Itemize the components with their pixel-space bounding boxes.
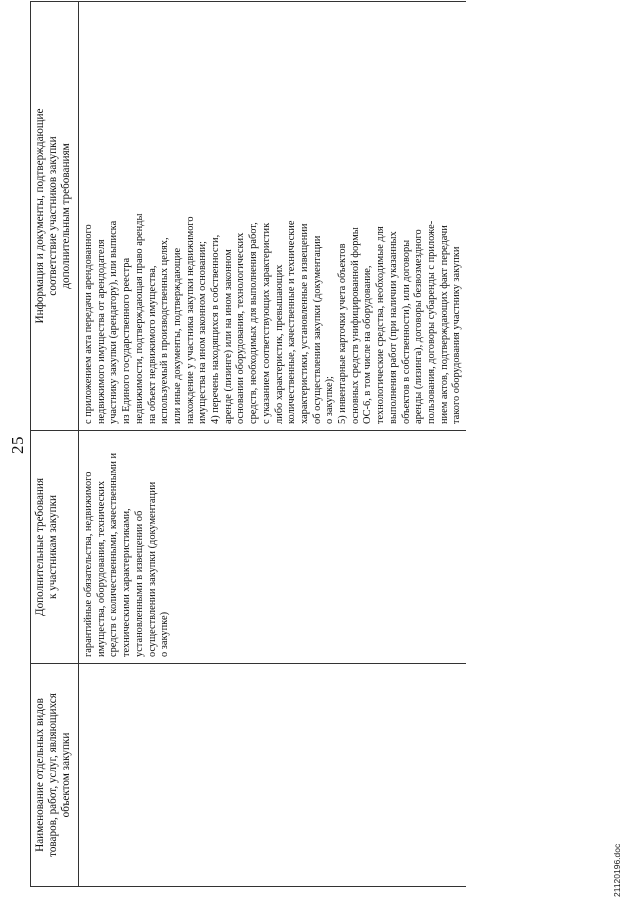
cell-line: о закупке); [324,376,336,424]
cell-item-name [79,664,467,887]
cell-line: пользования, договоры субаренды с приложе- [425,220,437,424]
header-additional-requirements [31,431,79,664]
cell-line: объектов в собственности), или договоры [400,239,412,424]
cell-line: из Единого государственного реестра [121,257,133,424]
cell-line: о закупке) [159,611,171,657]
cell-line: используемый в производственных целях, [159,237,171,424]
cell-line: аренде (лизинге) или на ином законном [222,249,234,424]
cell-line: об осуществлении закупки (документации [311,235,323,424]
page-number: 25 [8,436,27,454]
header-item-name [31,664,79,887]
header-line: объектом закупки [60,732,72,818]
cell-confirming-documents [79,2,467,431]
file-name-footer: 21120196.doc [612,843,622,897]
cell-line: характеристики, установленные в извещении [298,223,310,424]
cell-line: недвижимого имущества от арендодателя [95,239,107,424]
cell-line: выполнения работ (при наличии указанных [387,231,399,424]
cell-line: количественные, качественные и технические [286,220,298,424]
cell-line: или иные документы, подтверждающие [171,247,183,424]
cell-line: на объект недвижимого имущества, [146,265,158,424]
cell-line: установленными в извещении об [133,510,145,657]
table-row [79,2,467,887]
cell-line: нахождение у участника закупки недвижимого [184,216,196,424]
cell-line: либо характеристик, превышающих [273,264,285,424]
header-line: соответствие участников закупки [47,136,59,296]
header-confirming-documents [31,2,79,431]
cell-line: нием актов, подтверждающих факт передачи [438,225,450,424]
header-line: Информация и документы, подтверждающие [34,108,46,324]
cell-line: с указанием соответствующих характеристик [260,222,272,424]
cell-line: основных средств унифицированной формы [349,227,361,424]
cell-line: недвижимости, подтверждающая право аренды [133,213,145,424]
header-line: Дополнительные требования [34,477,46,617]
cell-line: 4) перечень находящихся в собственности, [210,234,222,424]
header-line: Наименование отдельных видов [34,698,46,852]
cell-line: основании оборудования, технологических [235,232,247,424]
header-line: к участникам закупки [47,494,59,600]
cell-line: технологические средства, необходимые для [375,226,387,424]
cell-line: 5) инвентарные карточки учета объектов [337,243,349,424]
cell-line: осуществлении закупки (документации [146,481,158,657]
header-line: товаров, работ, услуг, являющихся [47,693,59,857]
cell-line: гарантийные обязательства, недвижимого [83,471,94,657]
cell-line: с приложением акта передачи арендованного [83,224,94,424]
cell-line: участнику закупки (арендатору), или выписка [108,220,120,424]
cell-line: средств с количественными, качественными и [108,452,120,657]
cell-line: техническими характеристиками, [121,508,133,657]
cell-line: средств, необходимых для выполнения работ, [248,222,260,424]
cell-additional-requirements [79,431,467,664]
table-header-row [31,2,79,887]
cell-line: такого оборудования участнику закупки [451,246,463,424]
cell-line: имущества на ином законном основании; [197,241,209,424]
cell-line: ОС-6, в том числе на оборудование, [362,265,374,424]
cell-line: аренды (лизинга), договоры безвозмездного [413,229,425,424]
header-line: дополнительным требованиям [60,143,72,289]
cell-line: имущества, оборудования, технических [95,480,107,657]
requirements-table [30,1,466,887]
